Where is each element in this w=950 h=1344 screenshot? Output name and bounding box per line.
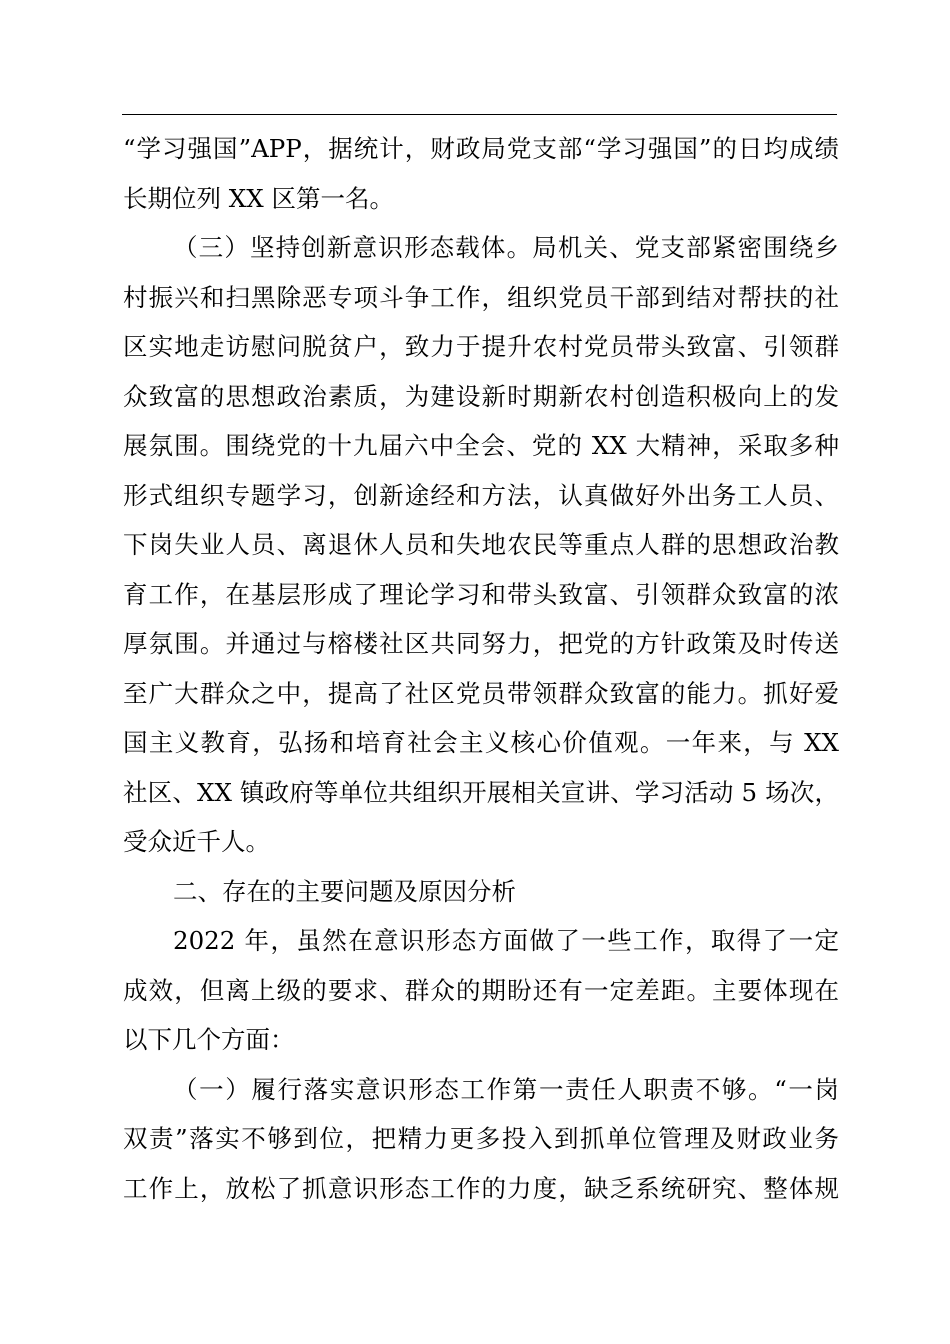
document-body xyxy=(123,124,839,1213)
paragraph-start-line: （一）履行落实意识形态工作第一责任人职责不够。“一岗 xyxy=(173,1074,839,1104)
paragraph-start-line: 2022 年，虽然在意识形态方面做了一些工作，取得了一定 xyxy=(173,926,839,955)
text-line: 区实地走访慰问脱贫户，致力于提升农村党员带头致富、引领群 xyxy=(123,332,839,361)
text-line: 工作上，放松了抓意识形态工作的力度，缺乏系统研究、整体规 xyxy=(123,1173,839,1203)
text-line: 形式组织专题学习，创新途经和方法，认真做好外出务工人员、 xyxy=(123,480,839,510)
text-line: 众致富的思想政治素质，为建设新时期新农村创造积极向上的发 xyxy=(123,381,839,411)
header-rule xyxy=(122,114,837,115)
text-line: 厚氛围。并通过与榕楼社区共同努力，把党的方针政策及时传送 xyxy=(123,629,839,658)
text-line: 下岗失业人员、离退休人员和失地农民等重点人群的思想政治教 xyxy=(123,530,839,559)
text-line: 村振兴和扫黑除恶专项斗争工作，组织党员干部到结对帮扶的社 xyxy=(123,282,839,312)
text-line: 长期位列 XX 区第一名。 xyxy=(123,183,394,213)
text-line: “学习强国”APP，据统计，财政局党支部“学习强国”的日均成绩 xyxy=(123,134,839,163)
text-line: 社区、XX 镇政府等单位共组织开展相关宣讲、学习活动 5 场次， xyxy=(123,777,839,807)
section-heading: 二、存在的主要问题及原因分析 xyxy=(173,876,516,906)
text-line: 以下几个方面： xyxy=(123,1025,295,1054)
text-line: 双责”落实不够到位，把精力更多投入到抓单位管理及财政业务 xyxy=(123,1124,839,1153)
paragraph-start-line: （三）坚持创新意识形态载体。局机关、党支部紧密围绕乡 xyxy=(173,233,839,262)
text-line: 国主义教育，弘扬和培育社会主义核心价值观。一年来，与 XX xyxy=(123,728,839,757)
text-line: 育工作，在基层形成了理论学习和带头致富、引领群众致富的浓 xyxy=(123,579,839,609)
text-line: 成效，但离上级的要求、群众的期盼还有一定差距。主要体现在 xyxy=(123,975,839,1005)
text-line: 至广大群众之中，提高了社区党员带领群众致富的能力。抓好爱 xyxy=(123,678,839,708)
text-line: 展氛围。围绕党的十九届六中全会、党的 XX 大精神，采取多种 xyxy=(123,431,839,460)
text-line: 受众近千人。 xyxy=(123,827,270,856)
